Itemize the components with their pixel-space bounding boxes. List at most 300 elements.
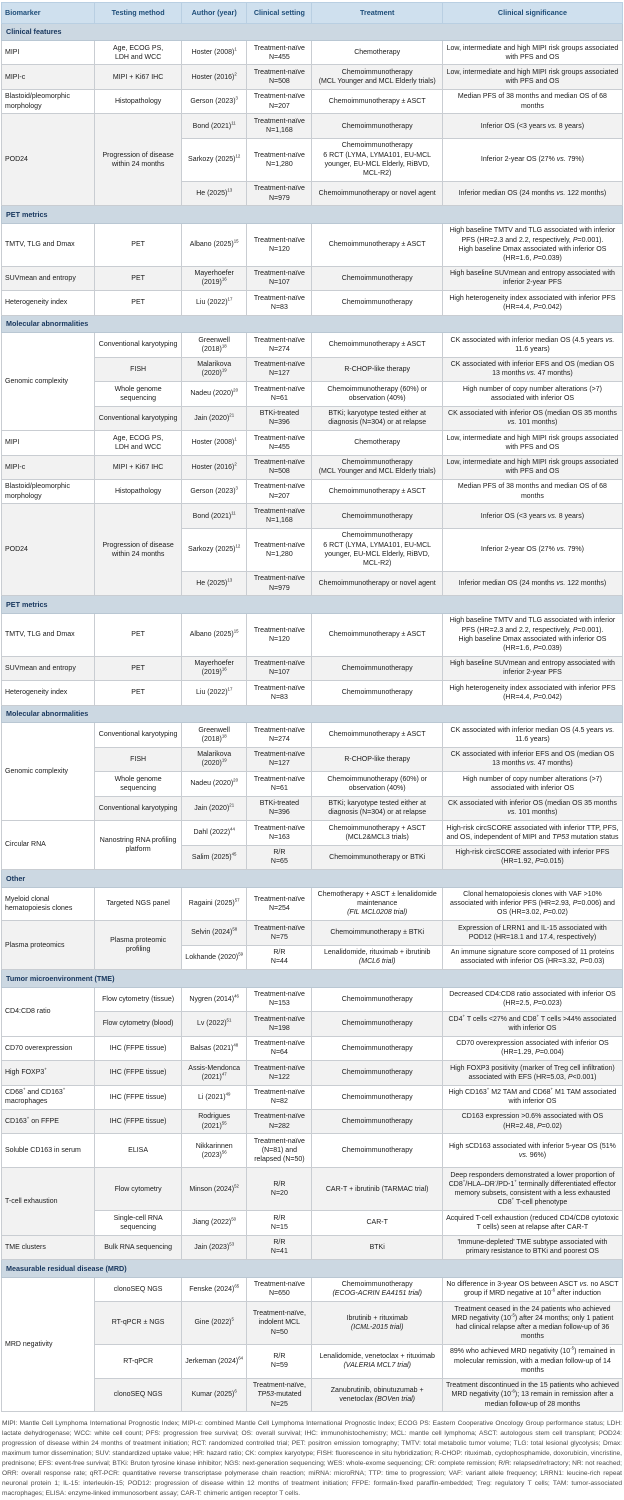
table-row bbox=[2, 772, 623, 796]
clinical-significance-cell: CD4+ T cells <27% and CD8+ T cells >44% associated with inferior OS bbox=[442, 1012, 622, 1036]
clinical-significance-cell: 89% who achieved MRD negativity $(10^{-5})$ remained in molecular remission, with a median follow-up of 14 months bbox=[442, 1344, 622, 1378]
table-row bbox=[2, 89, 623, 113]
clinical-setting-cell: Treatment-naïve N=1,280 bbox=[247, 528, 312, 571]
treatment-cell: Chemotherapy + ASCT ± lenalidomide maintenance (FIL MCL0208 trial) bbox=[312, 887, 442, 921]
biomarker-cell: TMTV, TLG and Dmax bbox=[2, 223, 95, 266]
clinical-significance-cell: Low, intermediate and high MIPI risk groups associated with PFS and OS bbox=[442, 41, 622, 65]
clinical-setting-cell: Treatment-naïve N=107 bbox=[247, 266, 312, 290]
clinical-setting-cell: Treatment-naïve N=75 bbox=[247, 921, 312, 945]
testing-method-cell: clonoSEQ NGS bbox=[95, 1277, 182, 1301]
author-cell: Nygren $(2014)^{46}$ bbox=[182, 987, 247, 1011]
treatment-cell: Chemoimmunotherapy or novel agent bbox=[312, 181, 442, 205]
column-header-clinical-significance: Clinical significance bbox=[442, 3, 622, 24]
table-row bbox=[2, 1109, 623, 1133]
treatment-cell: Chemoimmunotherapy bbox=[312, 656, 442, 680]
clinical-setting-cell: Treatment-naïve N=163 bbox=[247, 821, 312, 845]
clinical-setting-cell: Treatment-naïve N=1,168 bbox=[247, 114, 312, 138]
clinical-significance-cell: Acquired T-cell exhaustion (reduced CD4/CD8 cytotoxic T cells) seen at relapse after CAR-T bbox=[442, 1211, 622, 1235]
clinical-significance-cell: No difference in 3-year OS between ASCT vs. no ASCT group if MRD negative at $10^{-6}$ after induction bbox=[442, 1277, 622, 1301]
clinical-setting-cell: Treatment-naïve N=274 bbox=[247, 723, 312, 747]
clinical-setting-cell: Treatment-naïve N=61 bbox=[247, 772, 312, 796]
section-title: Other bbox=[2, 870, 623, 888]
treatment-cell: Chemoimmunotherapy bbox=[312, 987, 442, 1011]
table-row bbox=[2, 479, 623, 503]
section-title: PET metrics bbox=[2, 596, 623, 614]
testing-method-cell: Progression of disease within 24 months bbox=[95, 504, 182, 596]
biomarker-cell: T-cell exhaustion bbox=[2, 1168, 95, 1235]
biomarker-cell: SUVmean and entropy bbox=[2, 656, 95, 680]
clinical-significance-cell: Inferior 2-year OS (27% vs. 79%) bbox=[442, 528, 622, 571]
clinical-significance-cell: An immune signature score composed of 11 proteins associated with inferior OS (HR=3.32, P=0.03) bbox=[442, 945, 622, 969]
author-cell: Hoster $(2016)^2$ bbox=[182, 65, 247, 89]
column-header-biomarker: Biomarker bbox=[2, 3, 95, 24]
clinical-setting-cell: Treatment-naïve N=979 bbox=[247, 571, 312, 595]
clinical-significance-cell: High-risk circSCORE associated with inferior PFS (HR=1.92, P=0.015) bbox=[442, 845, 622, 869]
section-header-row bbox=[2, 705, 623, 723]
table-row bbox=[2, 1211, 623, 1235]
table-row bbox=[2, 223, 623, 266]
clinical-setting-cell: Treatment-naïve N=650 bbox=[247, 1277, 312, 1301]
author-cell: Mayerhoefer $(2019)^{16}$ bbox=[182, 266, 247, 290]
treatment-cell: Chemoimmunotherapy bbox=[312, 1085, 442, 1109]
clinical-setting-cell: Treatment-naïve N=455 bbox=[247, 431, 312, 455]
clinical-setting-cell: BTKi-treated N=396 bbox=[247, 796, 312, 820]
treatment-cell: Chemoimmunotherapy (MCL Younger and MCL Elderly trials) bbox=[312, 455, 442, 479]
testing-method-cell: Conventional karyotyping bbox=[95, 796, 182, 820]
testing-method-cell: PET bbox=[95, 681, 182, 705]
treatment-cell: CAR-T + ibrutinib (TARMAC trial) bbox=[312, 1168, 442, 1211]
clinical-setting-cell: R/R N=20 bbox=[247, 1168, 312, 1211]
author-cell: He $(2025)^{13}$ bbox=[182, 181, 247, 205]
section-header-row bbox=[2, 315, 623, 333]
treatment-cell: Chemoimmunotherapy ± ASCT bbox=[312, 333, 442, 357]
clinical-significance-cell: 'Immune-depleted' TME subtype associated with primary resistance to BTKi and poorest OS bbox=[442, 1235, 622, 1259]
treatment-cell: Ibrutinib + rituximab (ICML-2015 trial) bbox=[312, 1302, 442, 1345]
author-cell: Mayerhoefer $(2019)^{16}$ bbox=[182, 656, 247, 680]
table-row bbox=[2, 431, 623, 455]
biomarker-cell: TME clusters bbox=[2, 1235, 95, 1259]
clinical-setting-cell: Treatment-naïve N=1,168 bbox=[247, 504, 312, 528]
clinical-significance-cell: CK associated with inferior EFS and OS (median OS 13 months vs. 47 months) bbox=[442, 747, 622, 771]
biomarker-cell: High FOXP3+ bbox=[2, 1061, 95, 1085]
clinical-significance-cell: High baseline TMTV and TLG associated with inferior PFS (HR=2.3 and 2.2, respectively, P=0.001). High baseline Dmax associated with inferior OS (HR=1.6, P=0.039) bbox=[442, 613, 622, 656]
treatment-cell: BTKi bbox=[312, 1235, 442, 1259]
testing-method-cell: Conventional karyotyping bbox=[95, 406, 182, 430]
biomarker-cell: Soluble CD163 in serum bbox=[2, 1134, 95, 1168]
testing-method-cell: Bulk RNA sequencing bbox=[95, 1235, 182, 1259]
biomarker-cell: Genomic complexity bbox=[2, 723, 95, 821]
treatment-cell: Zanubrutinib, obinutuzumab + venetoclax (BOVen trial) bbox=[312, 1378, 442, 1412]
treatment-cell: Chemoimmunotherapy ± ASCT bbox=[312, 613, 442, 656]
section-title: Measurable residual disease (MRD) bbox=[2, 1260, 623, 1278]
clinical-significance-cell: CK associated with inferior OS (median OS 35 months vs. 101 months) bbox=[442, 406, 622, 430]
table-row bbox=[2, 821, 623, 845]
clinical-setting-cell: R/R N=44 bbox=[247, 945, 312, 969]
author-cell: Nikkarinnen $(2023)^{56}$ bbox=[182, 1134, 247, 1168]
testing-method-cell: Flow cytometry (tissue) bbox=[95, 987, 182, 1011]
treatment-cell: Chemoimmunotherapy ± BTKi bbox=[312, 921, 442, 945]
testing-method-cell: IHC (FFPE tissue) bbox=[95, 1061, 182, 1085]
treatment-cell: Chemoimmunotherapy bbox=[312, 1036, 442, 1060]
table-row bbox=[2, 887, 623, 921]
table-row bbox=[2, 333, 623, 357]
clinical-significance-cell: Inferior 2-year OS (27% vs. 79%) bbox=[442, 138, 622, 181]
biomarker-cell: SUVmean and entropy bbox=[2, 266, 95, 290]
author-cell: Bond $(2021)^{11}$ bbox=[182, 114, 247, 138]
testing-method-cell: IHC (FFPE tissue) bbox=[95, 1109, 182, 1133]
clinical-significance-cell: Clonal hematopoiesis clones with VAF >10% associated with inferior PFS (HR=2.93, P=0.006) and OS (HR=3.02, P=0.02) bbox=[442, 887, 622, 921]
clinical-significance-cell: CK associated with inferior median OS (4.5 years vs. 11.6 years) bbox=[442, 333, 622, 357]
table-row bbox=[2, 357, 623, 381]
clinical-setting-cell: Treatment-naïve N=82 bbox=[247, 1085, 312, 1109]
biomarker-cell: Myeloid clonal hematopoiesis clones bbox=[2, 887, 95, 921]
clinical-setting-cell: Treatment-naïve N=207 bbox=[247, 89, 312, 113]
testing-method-cell: Histopathology bbox=[95, 89, 182, 113]
author-cell: Sarkozy $(2025)^{12}$ bbox=[182, 528, 247, 571]
author-cell: Greenwell $(2018)^{18}$ bbox=[182, 333, 247, 357]
clinical-significance-cell: High heterogeneity index associated with inferior PFS (HR=4.4, P=0.042) bbox=[442, 681, 622, 705]
testing-method-cell: Flow cytometry (blood) bbox=[95, 1012, 182, 1036]
author-cell: Kumar $(2025)^6$ bbox=[182, 1378, 247, 1412]
testing-method-cell: Progression of disease within 24 months bbox=[95, 114, 182, 206]
clinical-significance-cell: CK associated with inferior median OS (4.5 years vs. 11.6 years) bbox=[442, 723, 622, 747]
table-row bbox=[2, 1168, 623, 1211]
section-title: Clinical features bbox=[2, 23, 623, 41]
author-cell: Minson $(2024)^{52}$ bbox=[182, 1168, 247, 1211]
table-row bbox=[2, 1085, 623, 1109]
author-cell: Albano $(2025)^{15}$ bbox=[182, 223, 247, 266]
clinical-setting-cell: Treatment-naïve N=127 bbox=[247, 747, 312, 771]
clinical-significance-cell: CK associated with inferior EFS and OS (median OS 13 months vs. 47 months) bbox=[442, 357, 622, 381]
clinical-setting-cell: Treatment-naïve N=254 bbox=[247, 887, 312, 921]
author-cell: Malarikova $(2020)^{19}$ bbox=[182, 747, 247, 771]
treatment-cell: R-CHOP-like therapy bbox=[312, 747, 442, 771]
biomarker-cell: MIPI-c bbox=[2, 65, 95, 89]
section-title: Tumor microenvironment (TME) bbox=[2, 970, 623, 988]
clinical-setting-cell: Treatment-naïve N=207 bbox=[247, 479, 312, 503]
treatment-cell: Chemoimmunotherapy (MCL Younger and MCL Elderly trials) bbox=[312, 65, 442, 89]
treatment-cell: Chemoimmunotherapy ± ASCT bbox=[312, 223, 442, 266]
testing-method-cell: Flow cytometry bbox=[95, 1168, 182, 1211]
clinical-setting-cell: Treatment-naïve N=508 bbox=[247, 65, 312, 89]
clinical-setting-cell: Treatment-naïve N=455 bbox=[247, 41, 312, 65]
testing-method-cell: FISH bbox=[95, 357, 182, 381]
treatment-cell: Lenalidomide, venetoclax + rituximab (VALERIA MCL7 trial) bbox=[312, 1344, 442, 1378]
clinical-significance-cell: Decreased CD4:CD8 ratio associated with inferior OS (HR=2.5, P=0.023) bbox=[442, 987, 622, 1011]
testing-method-cell: PET bbox=[95, 613, 182, 656]
clinical-setting-cell: Treatment-naïve N=107 bbox=[247, 656, 312, 680]
clinical-significance-cell: High sCD163 associated with inferior 5-year OS (51% vs. 96%) bbox=[442, 1134, 622, 1168]
testing-method-cell: PET bbox=[95, 223, 182, 266]
biomarker-cell: Blastoid/pleomorphic morphology bbox=[2, 479, 95, 503]
author-cell: Malarikova $(2020)^{19}$ bbox=[182, 357, 247, 381]
clinical-significance-cell: High-risk circSCORE associated with inferior TTP, PFS, and OS, independent of MIPI and TP53 mutation status bbox=[442, 821, 622, 845]
treatment-cell: Chemoimmunotherapy bbox=[312, 1109, 442, 1133]
author-cell: Jerkeman $(2024)^{64}$ bbox=[182, 1344, 247, 1378]
author-cell: Greenwell $(2018)^{18}$ bbox=[182, 723, 247, 747]
column-header-treatment: Treatment bbox=[312, 3, 442, 24]
clinical-setting-cell: Treatment-naïve N=64 bbox=[247, 1036, 312, 1060]
table-row bbox=[2, 455, 623, 479]
clinical-setting-cell: R/R N=59 bbox=[247, 1344, 312, 1378]
clinical-setting-cell: Treatment-naïve N=83 bbox=[247, 681, 312, 705]
biomarker-cell: CD163+ on FFPE bbox=[2, 1109, 95, 1133]
biomarker-cell: MIPI bbox=[2, 41, 95, 65]
treatment-cell: Chemoimmunotherapy ± ASCT bbox=[312, 89, 442, 113]
section-header-row bbox=[2, 596, 623, 614]
biomarker-cell: MIPI bbox=[2, 431, 95, 455]
table-header bbox=[2, 3, 623, 24]
table-row bbox=[2, 613, 623, 656]
author-cell: Gerson $(2023)^3$ bbox=[182, 89, 247, 113]
treatment-cell: Chemoimmunotherapy (60%) or observation (40%) bbox=[312, 772, 442, 796]
clinical-significance-cell: Expression of LRRN1 and IL-15 associated with POD12 (HR=18.1 and 17.4, respectively) bbox=[442, 921, 622, 945]
clinical-significance-cell: High CD163+ M2 TAM and CD68+ M1 TAM associated with inferior OS bbox=[442, 1085, 622, 1109]
table-row bbox=[2, 1036, 623, 1060]
author-cell: Gerson $(2023)^3$ bbox=[182, 479, 247, 503]
table-row bbox=[2, 796, 623, 820]
treatment-cell: R-CHOP-like therapy bbox=[312, 357, 442, 381]
author-cell: Liu $(2022)^{17}$ bbox=[182, 681, 247, 705]
section-title: Molecular abnormalities bbox=[2, 315, 623, 333]
biomarker-cell: CD70 overexpression bbox=[2, 1036, 95, 1060]
clinical-setting-cell: Treatment-naïve N=282 bbox=[247, 1109, 312, 1133]
section-title: Molecular abnormalities bbox=[2, 705, 623, 723]
clinical-setting-cell: Treatment-naïve N=153 bbox=[247, 987, 312, 1011]
treatment-cell: Chemoimmunotherapy bbox=[312, 291, 442, 315]
testing-method-cell: Age, ECOG PS, LDH and WCC bbox=[95, 431, 182, 455]
clinical-setting-cell: R/R N=41 bbox=[247, 1235, 312, 1259]
table-row bbox=[2, 1061, 623, 1085]
biomarker-cell: Blastoid/pleomorphic morphology bbox=[2, 89, 95, 113]
testing-method-cell: Plasma proteomic profiling bbox=[95, 921, 182, 970]
treatment-cell: Chemoimmunotherapy bbox=[312, 114, 442, 138]
clinical-setting-cell: Treatment-naïve N=979 bbox=[247, 181, 312, 205]
table-row bbox=[2, 1378, 623, 1412]
testing-method-cell: MIPI + Ki67 IHC bbox=[95, 455, 182, 479]
author-cell: Lokhande $(2020)^{59}$ bbox=[182, 945, 247, 969]
treatment-cell: BTKi; karyotype tested either at diagnosis (N=304) or at relapse bbox=[312, 796, 442, 820]
treatment-cell: Chemoimmunotherapy bbox=[312, 504, 442, 528]
clinical-setting-cell: Treatment-naïve N=122 bbox=[247, 1061, 312, 1085]
table-row bbox=[2, 1344, 623, 1378]
biomarker-cell: Circular RNA bbox=[2, 821, 95, 870]
biomarker-cell: MRD negativity bbox=[2, 1277, 95, 1412]
treatment-cell: Chemoimmunotherapy 6 RCT (LYMA, LYMA101, EU-MCL younger, EU-MCL Elderly, RiBVD, MCL-R2) bbox=[312, 528, 442, 571]
section-header-row bbox=[2, 206, 623, 224]
clinical-significance-cell: High baseline TMTV and TLG associated with inferior PFS (HR=2.3 and 2.2, respectively, P=0.001). High baseline Dmax associated with inferior OS (HR=1.6, P=0.039) bbox=[442, 223, 622, 266]
author-cell: Bond $(2021)^{11}$ bbox=[182, 504, 247, 528]
author-cell: Liu $(2022)^{17}$ bbox=[182, 291, 247, 315]
clinical-significance-cell: Treatment discontinued in the 15 patients who achieved MRD negativity $(10^{-6})$; 13 remain in remission after a median follow-up of 28 months bbox=[442, 1378, 622, 1412]
section-header-row bbox=[2, 970, 623, 988]
author-cell: Hoster $(2008)^1$ bbox=[182, 41, 247, 65]
clinical-setting-cell: Treatment-naïve N=120 bbox=[247, 223, 312, 266]
treatment-cell: Chemoimmunotherapy bbox=[312, 681, 442, 705]
treatment-cell: Chemoimmunotherapy or novel agent bbox=[312, 571, 442, 595]
clinical-setting-cell: Treatment-naïve N=83 bbox=[247, 291, 312, 315]
testing-method-cell: PET bbox=[95, 656, 182, 680]
author-cell: He $(2025)^{13}$ bbox=[182, 571, 247, 595]
testing-method-cell: Histopathology bbox=[95, 479, 182, 503]
biomarker-cell: POD24 bbox=[2, 504, 95, 596]
testing-method-cell: MIPI + Ki67 IHC bbox=[95, 65, 182, 89]
treatment-cell: Chemoimmunotherapy bbox=[312, 1134, 442, 1168]
section-header-row bbox=[2, 870, 623, 888]
treatment-cell: Chemoimmunotherapy bbox=[312, 266, 442, 290]
biomarker-cell: Plasma proteomics bbox=[2, 921, 95, 970]
testing-method-cell: ELISA bbox=[95, 1134, 182, 1168]
author-cell: Albano $(2025)^{15}$ bbox=[182, 613, 247, 656]
clinical-setting-cell: R/R N=15 bbox=[247, 1211, 312, 1235]
author-cell: Fenske $(2024)^{65}$ bbox=[182, 1277, 247, 1301]
biomarkers-table bbox=[1, 2, 623, 1412]
treatment-cell: Chemoimmunotherapy (60%) or observation (40%) bbox=[312, 382, 442, 406]
table-row bbox=[2, 406, 623, 430]
testing-method-cell: Whole genome sequencing bbox=[95, 772, 182, 796]
testing-method-cell: IHC (FFPE tissue) bbox=[95, 1036, 182, 1060]
testing-method-cell: PET bbox=[95, 266, 182, 290]
clinical-significance-cell: Treatment ceased in the 24 patients who achieved MRD negativity $(10^{-5})$ after 24 months; only 1 patient had clinical relapse after a median follow-up of 36 months bbox=[442, 1302, 622, 1345]
table-row bbox=[2, 382, 623, 406]
author-cell: Jain $(2020)^{21}$ bbox=[182, 406, 247, 430]
testing-method-cell: PET bbox=[95, 291, 182, 315]
biomarker-cell: CD68+ and CD163+ macrophages bbox=[2, 1085, 95, 1109]
testing-method-cell: RT-qPCR bbox=[95, 1344, 182, 1378]
clinical-significance-cell: Inferior median OS (24 months vs. 122 months) bbox=[442, 571, 622, 595]
author-cell: Ragaini $(2025)^{57}$ bbox=[182, 887, 247, 921]
author-cell: Nadeu $(2020)^{20}$ bbox=[182, 382, 247, 406]
biomarker-cell: CD4:CD8 ratio bbox=[2, 987, 95, 1036]
header-row bbox=[2, 3, 623, 24]
table-row bbox=[2, 291, 623, 315]
author-cell: Nadeu $(2020)^{20}$ bbox=[182, 772, 247, 796]
table-row bbox=[2, 723, 623, 747]
author-cell: Balsas $(2021)^{48}$ bbox=[182, 1036, 247, 1060]
treatment-cell: Chemoimmunotherapy + ASCT (MCL2&MCL3 trials) bbox=[312, 821, 442, 845]
biomarker-cell: POD24 bbox=[2, 114, 95, 206]
clinical-significance-cell: Low, intermediate and high MIPI risk groups associated with PFS and OS bbox=[442, 455, 622, 479]
clinical-significance-cell: Median PFS of 38 months and median OS of 68 months bbox=[442, 89, 622, 113]
author-cell: Rodrigues $(2021)^{55}$ bbox=[182, 1109, 247, 1133]
treatment-cell: CAR-T bbox=[312, 1211, 442, 1235]
author-cell: Gine $(2022)^5$ bbox=[182, 1302, 247, 1345]
abbreviations-footnote: MIPI: Mantle Cell Lymphoma International Prognostic Index; MIPI-c: combined Mantle Cell Lymphoma International Prognostic Index; ECOG PS: Eastern Cooperative Oncology Group performance status; LDH: lactate dehydrogenase; WCC: white cell count; PFS: progression free survival; OS: overall survival; IHC: immunohistochemistry; MCL: mantle cell lymphoma; ASCT: autologous stem cell transplant; POD24: progression of disease within 24 months of treatment initiation; RCT: randomized controlled trial; PET: positron emission tomography; TMTV: total metabolic tumor volume; TLG: total lesional glycolysis; Dmax: maximum tumor dissemination; SUV: standardized uptake value; HR: hazard ratio; CK: complex karyotype; FISH: fluorescence in situ hybridization; R-CHOP: rituximab, cyclophosphamide, doxorubicin, vincristine, prednisone; EFS: event-free survival; BTKi: Bruton tyrosine kinase inhibitor; NGS: next-generation sequencing; WES: whole-exome sequencing; CR: complete remission; R/R: relapsed/refractory; NR: not reached; ORR: overall response rate; qRT-PCR: quantitative reverse transcriptase polymerase chain reaction; miRNA: microRNA; TTP: time to progression; VAF: variant allele frequency; LRRN1: leucine-rich repeat neuronal protein 1; IL-15: interleukin-15; POD12: progression of disease within 12 months of treatment initiation; FFPE: formalin-fixed paraffin-embedded; Treg: regulatory T cells; TAM: tumor-associated macrophages; ELISA: enzyme-linked immunosorbent assay; CAR-T: chimeric antigen receptor T cells. bbox=[2, 1420, 622, 1497]
clinical-significance-cell: High baseline SUVmean and entropy associated with inferior 2-year PFS bbox=[442, 656, 622, 680]
author-cell: Sarkozy $(2025)^{12}$ bbox=[182, 138, 247, 181]
clinical-significance-cell: Inferior OS (<3 years vs. 8 years) bbox=[442, 114, 622, 138]
clinical-setting-cell: Treatment-naïve N=508 bbox=[247, 455, 312, 479]
clinical-setting-cell: Treatment-naïve (N=81) and relapsed (N=50) bbox=[247, 1134, 312, 1168]
clinical-significance-cell: Low, intermediate and high MIPI risk groups associated with PFS and OS bbox=[442, 65, 622, 89]
column-header-clinical-setting: Clinical setting bbox=[247, 3, 312, 24]
clinical-setting-cell: Treatment-naïve N=61 bbox=[247, 382, 312, 406]
clinical-significance-cell: Deep responders demonstrated a lower proportion of CD8+/HLA–DR-/PD-1+ terminally differentiated effector memory subsets, consistent with a less exhausted CD8+ T-cell phenotype bbox=[442, 1168, 622, 1211]
testing-method-cell: Single-cell RNA sequencing bbox=[95, 1211, 182, 1235]
author-cell: Hoster $(2008)^1$ bbox=[182, 431, 247, 455]
clinical-setting-cell: Treatment-naïve N=120 bbox=[247, 613, 312, 656]
author-cell: Lv $(2022)^{51}$ bbox=[182, 1012, 247, 1036]
clinical-significance-cell: CD70 overexpression associated with inferior OS (HR=1.29, P=0.004) bbox=[442, 1036, 622, 1060]
table-row bbox=[2, 114, 623, 138]
clinical-significance-cell: Median PFS of 38 months and median OS of 68 months bbox=[442, 479, 622, 503]
clinical-significance-cell: Inferior median OS (24 months vs. 122 months) bbox=[442, 181, 622, 205]
clinical-significance-cell: Low, intermediate and high MIPI risk groups associated with PFS and OS bbox=[442, 431, 622, 455]
clinical-significance-cell: CD163 expression >0.6% associated with OS (HR=2.48, P=0.02) bbox=[442, 1109, 622, 1133]
testing-method-cell: clonoSEQ NGS bbox=[95, 1378, 182, 1412]
testing-method-cell: FISH bbox=[95, 747, 182, 771]
author-cell: Jiang $(2022)^{50}$ bbox=[182, 1211, 247, 1235]
table-row bbox=[2, 1235, 623, 1259]
biomarker-cell: Heterogeneity index bbox=[2, 681, 95, 705]
treatment-cell: Chemoimmunotherapy ± ASCT bbox=[312, 723, 442, 747]
clinical-setting-cell: Treatment-naïve N=1,280 bbox=[247, 138, 312, 181]
author-cell: Jain $(2020)^{21}$ bbox=[182, 796, 247, 820]
author-cell: Salim $(2025)^{45}$ bbox=[182, 845, 247, 869]
clinical-significance-cell: CK associated with inferior OS (median OS 35 months vs. 101 months) bbox=[442, 796, 622, 820]
author-cell: Dahl $(2022)^{44}$ bbox=[182, 821, 247, 845]
table-row bbox=[2, 1134, 623, 1168]
biomarker-cell: Heterogeneity index bbox=[2, 291, 95, 315]
testing-method-cell: IHC (FFPE tissue) bbox=[95, 1085, 182, 1109]
clinical-setting-cell: R/R N=65 bbox=[247, 845, 312, 869]
author-cell: Li $(2021)^{49}$ bbox=[182, 1085, 247, 1109]
table-row bbox=[2, 1277, 623, 1301]
treatment-cell: Chemoimmunotherapy 6 RCT (LYMA, LYMA101, EU-MCL younger, EU-MCL Elderly, RiBVD, MCL-R2) bbox=[312, 138, 442, 181]
treatment-cell: BTKi; karyotype tested either at diagnosis (N=304) or at relapse bbox=[312, 406, 442, 430]
treatment-cell: Chemotherapy bbox=[312, 41, 442, 65]
table-row bbox=[2, 987, 623, 1011]
author-cell: Selvin $(2024)^{58}$ bbox=[182, 921, 247, 945]
clinical-significance-cell: High FOXP3 positivity (marker of Treg cell infiltration) associated with EFS (HR=5.03, P<0.001) bbox=[442, 1061, 622, 1085]
clinical-significance-cell: High baseline SUVmean and entropy associated with inferior 2-year PFS bbox=[442, 266, 622, 290]
table-row bbox=[2, 1012, 623, 1036]
treatment-cell: Chemotherapy bbox=[312, 431, 442, 455]
treatment-cell: Chemoimmunotherapy ± ASCT bbox=[312, 479, 442, 503]
testing-method-cell: Conventional karyotyping bbox=[95, 723, 182, 747]
section-title: PET metrics bbox=[2, 206, 623, 224]
clinical-setting-cell: Treatment-naïve N=198 bbox=[247, 1012, 312, 1036]
table-row bbox=[2, 504, 623, 528]
treatment-cell: Chemoimmunotherapy bbox=[312, 1061, 442, 1085]
table-row bbox=[2, 921, 623, 945]
clinical-setting-cell: Treatment-naïve, indolent MCL N=50 bbox=[247, 1302, 312, 1345]
clinical-significance-cell: High number of copy number alterations (>7) associated with inferior OS bbox=[442, 382, 622, 406]
clinical-setting-cell: Treatment-naïve N=127 bbox=[247, 357, 312, 381]
testing-method-cell: Conventional karyotyping bbox=[95, 333, 182, 357]
table-row bbox=[2, 65, 623, 89]
clinical-significance-cell: Inferior OS (<3 years vs. 8 years) bbox=[442, 504, 622, 528]
treatment-cell: Chemoimmunotherapy bbox=[312, 1012, 442, 1036]
clinical-setting-cell: BTKi-treated N=396 bbox=[247, 406, 312, 430]
clinical-significance-cell: High heterogeneity index associated with inferior PFS (HR=4.4, P=0.042) bbox=[442, 291, 622, 315]
author-cell: Jain $(2023)^{53}$ bbox=[182, 1235, 247, 1259]
clinical-setting-cell: Treatment-naïve, TP53-mutated N=25 bbox=[247, 1378, 312, 1412]
testing-method-cell: Nanostring RNA profiling platform bbox=[95, 821, 182, 870]
treatment-cell: Chemoimmunotherapy or BTKi bbox=[312, 845, 442, 869]
treatment-cell: Lenalidomide, rituximab + ibrutinib (MCL6 trial) bbox=[312, 945, 442, 969]
testing-method-cell: RT-qPCR ± NGS bbox=[95, 1302, 182, 1345]
section-header-row bbox=[2, 1260, 623, 1278]
clinical-setting-cell: Treatment-naïve N=274 bbox=[247, 333, 312, 357]
biomarker-cell: Genomic complexity bbox=[2, 333, 95, 431]
testing-method-cell: Age, ECOG PS, LDH and WCC bbox=[95, 41, 182, 65]
clinical-significance-cell: High number of copy number alterations (>7) associated with inferior OS bbox=[442, 772, 622, 796]
column-header-author: Author (year) bbox=[182, 3, 247, 24]
author-cell: Assis-Mendonca $(2021)^{47}$ bbox=[182, 1061, 247, 1085]
table-row bbox=[2, 681, 623, 705]
testing-method-cell: Targeted NGS panel bbox=[95, 887, 182, 921]
